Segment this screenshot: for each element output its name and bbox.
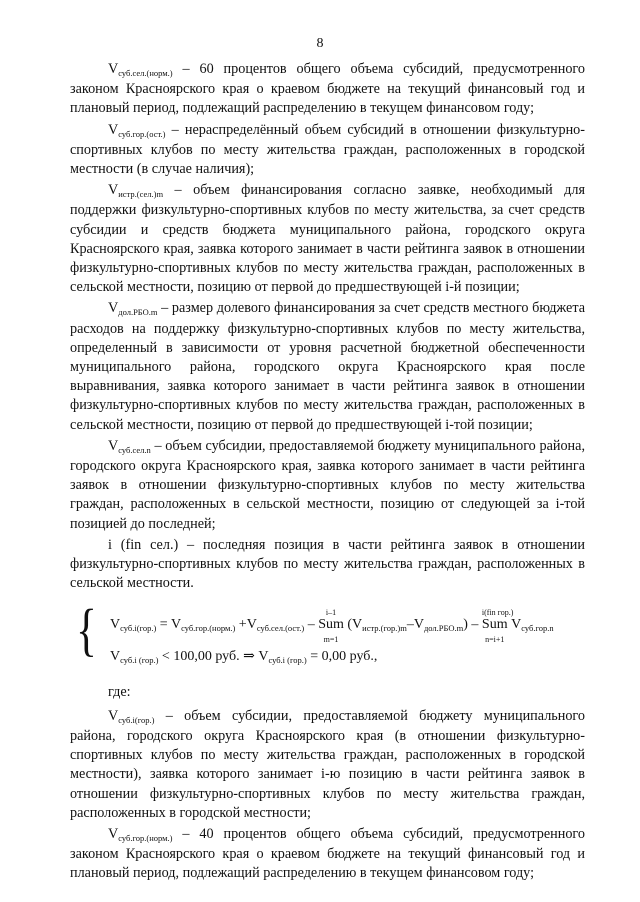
- sum-symbol-2: i(fin гор.) Sum n=i+1: [481, 608, 514, 645]
- definition-paragraph: i (fin сел.) – последняя позиция в части рейтинга заявок в отношении физкультурно-спортивных клубов по месту жительства граждан, расположенных в сельской местности.: [70, 536, 585, 592]
- formula-block: [70, 597, 585, 671]
- where-label: где:: [108, 684, 131, 701]
- definition-paragraph: $V_{истр.(сел.)m}$ – объем финансирования согласно заявке, необходимый для поддержки физкультурно-спортивных клубов по месту жительства, за счет средств субсидии и средств бюджета муниципального района, городского округа Красноярского края, заявка которого занимает в части рейтинга заявок в отношении физкультурно-спортивных клубов по месту жительства граждан, расположенных в сельской местности, позицию от первой до предшествующей i-й позиции;: [70, 182, 585, 296]
- sum-symbol-1: i–1 Sum m=1: [318, 608, 344, 645]
- formula-line-2: $V_{суб.i (гор.)} < 100,00$ руб. ⇒ $V_{суб.i (гор.)} = 0,00$ руб.,: [110, 649, 378, 666]
- formula-line-1: $V_{суб.i(гор.)} = V_{суб.гор.(норм.)} +V_{суб.сел.(ост.)}$ – i–1 Sum m=1 $(V_{истр.(гор.)m}-V_{дол.РБО.m})$ – i(fin гор.) Sum n=i+1 $V_{суб.гор.n}$: [110, 608, 554, 645]
- page-number: 8: [316, 36, 324, 51]
- definition-paragraph: $V_{суб.i(гор.)}$ – объем субсидии, предоставляемой бюджету муниципального района, городского округа Красноярского края (в отношении физкультурно-спортивных клубов по месту жительства граждан, расположенных в городской местности), заявка которого занимает i-ю позицию в части рейтинга заявок в отношении физкультурно-спортивных клубов по месту жительства граждан, расположенных в городской местности;: [70, 707, 585, 821]
- definition-paragraph: $V_{дол.РБО.m}$ – размер долевого финансирования за счет средств местного бюджета расходов на поддержку физкультурно-спортивных клубов по месту жительства, определенный в зависимости от уровня расчетной бюджетной обеспеченности муниципального района, городского округа Красноярского края после выравнивания, заявка которого занимает в части рейтинга заявок в отношении физкультурно-спортивных клубов по месту жительства граждан, расположенных в сельской местности, позицию от первой до предшествующей i-той позиции;: [70, 300, 585, 433]
- document-body: [70, 60, 585, 884]
- definition-paragraph: $V_{суб.гор.(ост.)}$ – нераспределённый объем субсидий в отношении физкультурно-спортивных клубов по месту жительства граждан, расположенных в городской местности (в случае наличия);: [70, 121, 585, 178]
- formula-brace: {: [76, 597, 97, 663]
- definitions-bottom: [70, 707, 585, 884]
- definition-paragraph: $V_{суб.сел.(норм.)} - 60$ процентов общего объема субсидий, предусмотренного законом Красноярского края о краевом бюджете на текущий финансовый год и плановый период, подлежащий распределению в текущем финансовом году;: [70, 61, 585, 117]
- definitions-top: [70, 60, 585, 593]
- definition-paragraph: $V_{суб.гор.(норм.)} - 40$ процентов общего объема субсидий, предусмотренного законом Красноярского края о краевом бюджете на текущий финансовый год и плановый период, подлежащий распределению в текущем финансовом году;: [70, 825, 585, 882]
- definition-paragraph: $V_{суб.сел.n}$ – объем субсидии, предоставляемой бюджету муниципального района, городского округа Красноярского края, заявка которого занимает в части рейтинга заявок в отношении физкультурно-спортивных клубов по месту жительства граждан, расположенных в сельской местности, позицию от следующей за i-той позицией до последней;: [70, 437, 585, 532]
